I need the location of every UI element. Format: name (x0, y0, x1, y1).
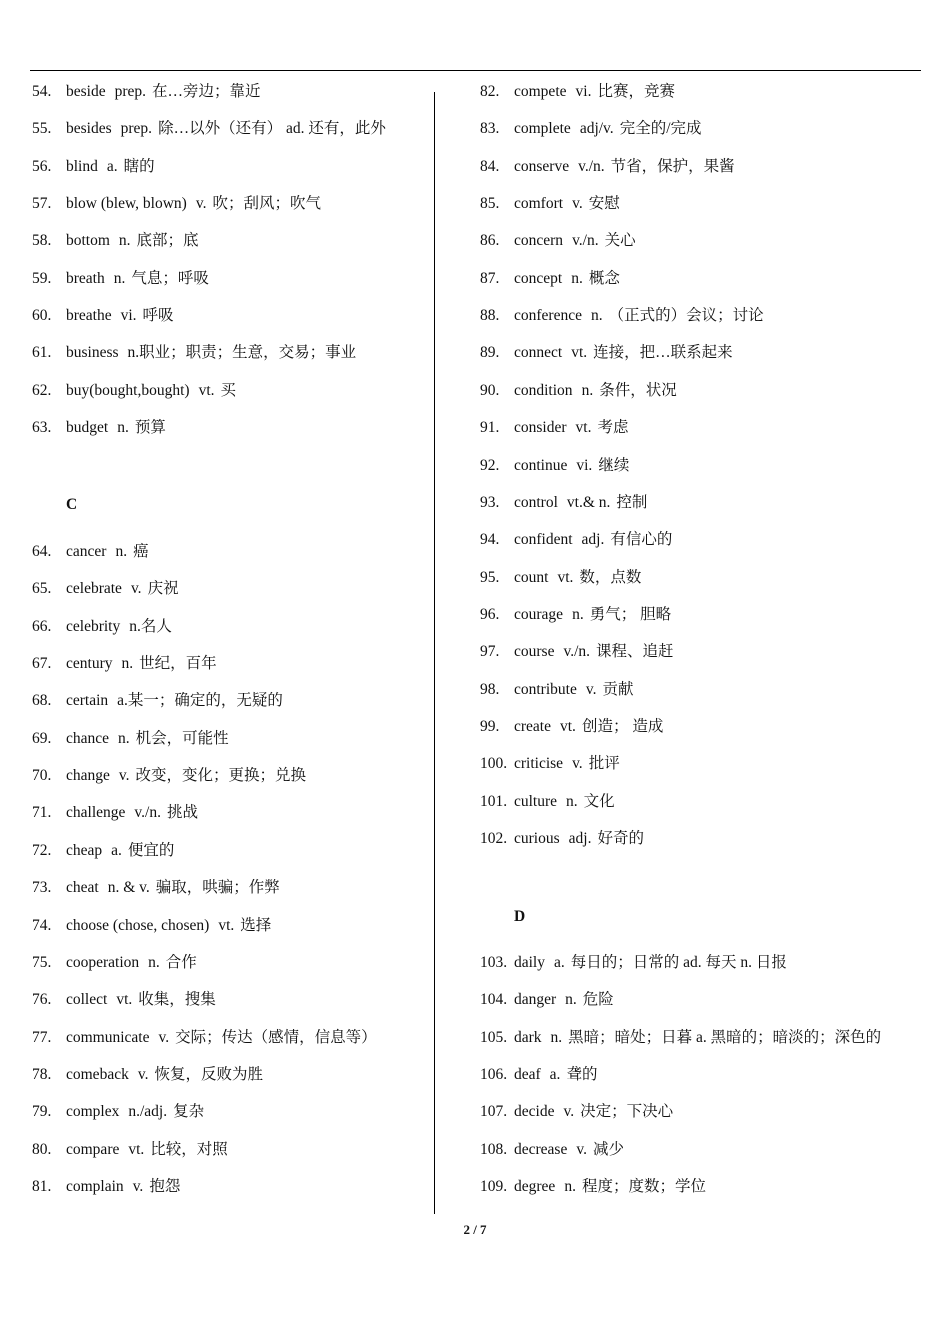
entry-word: consider (514, 419, 567, 437)
vocab-entry (480, 1100, 673, 1124)
entry-number: 72. (32, 841, 52, 859)
entry-number: 102. (480, 830, 508, 847)
entry-pos: v./n. (572, 232, 599, 250)
entry-word: besides (66, 120, 112, 138)
entry-pos: n. (590, 307, 603, 325)
entry-meaning: 批评 (588, 755, 620, 773)
entry-number: 61. (32, 344, 52, 362)
entry-word: course (514, 643, 555, 661)
entry-pos: vt.& n. (566, 493, 611, 511)
entry-pos: n. (113, 269, 126, 287)
entry-meaning: 便宜的 (127, 841, 175, 859)
entry-number: 71. (32, 804, 52, 822)
entry-pos: v. (118, 767, 130, 785)
entry-word: change (66, 767, 110, 785)
entry-meaning: （正式的）会议；讨论 (608, 307, 764, 325)
entry-pos: v./n. (563, 643, 591, 661)
entry-meaning: 连接，把…联系起来 (593, 344, 733, 362)
entry-pos: a. (549, 1066, 561, 1084)
vocab-entry (480, 827, 644, 851)
entry-pos: vt. (198, 381, 215, 399)
entry-word: count (514, 568, 549, 586)
entry-meaning: 庆祝 (147, 580, 179, 598)
entry-pos: v. (130, 580, 142, 598)
entry-meaning: 完全的/完成 (619, 120, 702, 138)
entry-number: 76. (32, 991, 52, 1009)
vocab-entry (32, 689, 289, 713)
vocab-entry (480, 304, 764, 328)
entry-pos: n./adj. (128, 1103, 168, 1121)
entry-pos: n. (148, 953, 160, 971)
entry-word: culture (514, 792, 558, 810)
entry-word: degree (514, 1178, 556, 1196)
vocab-entry (32, 876, 280, 900)
vocab-entry (32, 914, 271, 938)
page-number: 2 / 7 (463, 1222, 487, 1237)
entry-word: cheat (66, 879, 99, 897)
vocab-entry (480, 491, 647, 515)
entry-number: 97. (480, 643, 500, 661)
vocab-entry (32, 267, 209, 291)
entry-number: 89. (480, 344, 500, 362)
entry-number: 103. (480, 954, 508, 971)
entry-pos: prep. (114, 83, 147, 100)
entry-word: daily (514, 954, 545, 971)
entry-number: 67. (32, 655, 52, 673)
entry-pos: v./n. (134, 804, 161, 822)
entry-pos: v. (576, 1140, 587, 1158)
entry-word: decrease (514, 1140, 568, 1158)
entry-pos: adj. (581, 531, 605, 549)
entry-number: 66. (32, 617, 52, 635)
entry-meaning: 有信心的 (610, 531, 673, 549)
entry-word: business (66, 344, 119, 362)
entry-number: 88. (480, 307, 500, 325)
entry-word: confident (514, 531, 573, 549)
vocab-entry (32, 1175, 180, 1199)
entry-meaning: 底部；底 (136, 232, 199, 250)
entry-pos: vt. (128, 1140, 145, 1158)
entry-number: 58. (32, 232, 52, 250)
entry-number: 59. (32, 269, 52, 287)
entry-word: cheap (66, 841, 103, 859)
vocab-entry (32, 155, 155, 179)
entry-pos: n.名人 (129, 617, 172, 635)
entry-number: 84. (480, 157, 500, 175)
entry-pos: v. (132, 1177, 144, 1195)
entry-number: 94. (480, 531, 500, 549)
entry-number: 75. (32, 953, 52, 971)
entry-word: control (514, 493, 558, 511)
entry-pos: n. (581, 381, 594, 399)
entry-pos: vi. (120, 307, 137, 325)
vocab-entry (32, 1138, 228, 1162)
vocab-entry (480, 790, 615, 814)
entry-pos: n. (565, 991, 577, 1009)
entry-word: compete (514, 83, 567, 100)
vocab-entry (480, 566, 641, 590)
entry-number: 105. (480, 1028, 508, 1046)
entry-word: curious (514, 830, 560, 847)
entry-word: dark (514, 1028, 542, 1046)
entry-word: contribute (514, 680, 577, 698)
entry-pos: vt. (218, 916, 235, 934)
entry-number: 81. (32, 1177, 52, 1195)
vocab-entry (480, 640, 674, 664)
entry-word: conserve (514, 157, 570, 175)
vocab-entry (32, 229, 199, 253)
entry-meaning: 贡献 (602, 680, 634, 698)
entry-number: 73. (32, 879, 52, 897)
entry-meaning: 考虑 (597, 419, 629, 437)
entry-number: 62. (32, 381, 52, 399)
entry-meaning: 比赛，竞赛 (597, 83, 675, 100)
vocab-entry (32, 764, 306, 788)
entry-word: complain (66, 1177, 124, 1195)
entry-word: concept (514, 269, 563, 287)
entry-meaning: 节省，保护，果酱 (610, 157, 735, 175)
vocab-entry (32, 988, 216, 1012)
entry-word: budget (66, 419, 109, 437)
vocab-entry (480, 528, 672, 552)
entry-number: 106. (480, 1066, 508, 1084)
entry-pos: v. (563, 1103, 575, 1121)
entry-pos: n. (571, 269, 583, 287)
entry-pos: n. & v. (107, 879, 150, 897)
vocab-entry (32, 379, 236, 403)
entry-word: decide (514, 1103, 555, 1121)
entry-meaning: 世纪，百年 (139, 655, 217, 673)
entry-word: conference (514, 307, 582, 325)
vocab-entry (32, 839, 174, 863)
entry-meaning: 在…旁边；靠近 (152, 83, 261, 100)
entry-word: danger (514, 991, 557, 1009)
entry-meaning: 气息；呼吸 (131, 269, 209, 287)
entry-meaning: 每日的；日常的 ad. 每天 n. 日报 (570, 954, 787, 971)
entry-word: collect (66, 991, 108, 1009)
vocab-entry (32, 80, 261, 104)
entry-pos: v. (137, 1065, 149, 1083)
entry-number: 64. (32, 543, 52, 560)
vocab-entry (32, 416, 166, 440)
entry-meaning: 减少 (592, 1140, 624, 1158)
vocab-entry (32, 1100, 204, 1124)
entry-pos: n. (118, 729, 130, 747)
entry-word: breathe (66, 307, 112, 325)
entry-number: 87. (480, 269, 500, 287)
entry-meaning: 继续 (598, 456, 630, 474)
entry-meaning: 好奇的 (597, 830, 644, 847)
entry-pos: a.某一；确定的，无疑的 (117, 692, 283, 710)
vocab-entry (480, 117, 702, 141)
entry-meaning: 比较，对照 (150, 1140, 228, 1158)
entry-meaning: 瞎的 (123, 157, 155, 175)
entry-number: 86. (480, 232, 500, 250)
entry-meaning: 呼吸 (142, 307, 174, 325)
entry-meaning: 条件，状况 (599, 381, 677, 399)
entry-word: communicate (66, 1028, 150, 1046)
entry-pos: n.职业；职责；生意，交易；事业 (127, 344, 357, 362)
entry-word: bottom (66, 232, 110, 250)
vocab-entry (32, 801, 198, 825)
entry-meaning: 程度；度数；学位 (581, 1178, 706, 1196)
vocab-entry (480, 678, 633, 702)
vocab-entry (480, 951, 787, 975)
entry-number: 100. (480, 755, 508, 773)
entry-word: celebrity (66, 617, 121, 635)
entry-pos: vt. (575, 419, 592, 437)
entry-pos: n. (550, 1028, 563, 1046)
entry-word: connect (514, 344, 563, 362)
entry-word: cooperation (66, 953, 140, 971)
vocab-entry (32, 304, 174, 328)
entry-number: 56. (32, 157, 52, 175)
top-rule (30, 70, 921, 71)
entry-number: 93. (480, 493, 500, 511)
entry-word: cancer (66, 543, 107, 560)
vocab-entry (480, 341, 733, 365)
entry-meaning: 黑暗；暗处；日暮 a. 黑暗的；暗淡的；深色的 (568, 1028, 882, 1046)
entry-word: blind (66, 157, 98, 175)
entry-meaning: 聋的 (566, 1066, 598, 1084)
section-letter: D (514, 908, 526, 925)
entry-pos: v. (158, 1028, 170, 1046)
entry-pos: adj. (568, 830, 592, 847)
entry-number: 60. (32, 307, 52, 325)
vocab-entry (32, 615, 178, 639)
entry-word: compare (66, 1140, 120, 1158)
entry-number: 96. (480, 605, 500, 623)
entry-number: 77. (32, 1028, 52, 1046)
entry-word: complex (66, 1103, 120, 1121)
vocab-entry (32, 951, 197, 975)
vocab-entry (480, 603, 671, 627)
vocab-entry (480, 379, 677, 403)
vocab-entry (480, 1026, 881, 1050)
entry-meaning: 控制 (616, 493, 648, 511)
entry-number: 74. (32, 916, 52, 934)
entry-meaning: 概念 (588, 269, 620, 287)
entry-number: 109. (480, 1178, 508, 1196)
entry-word: challenge (66, 804, 126, 822)
entry-number: 104. (480, 991, 508, 1009)
vocab-entry (480, 1175, 706, 1199)
entry-number: 99. (480, 717, 500, 735)
entry-meaning: 合作 (165, 953, 197, 971)
entry-pos: n. (572, 605, 584, 623)
entry-word: celebrate (66, 580, 122, 598)
entry-meaning: 预算 (134, 419, 166, 437)
vocab-entry (32, 577, 179, 601)
entry-meaning: 选择 (240, 916, 272, 934)
entry-pos: vt. (557, 568, 574, 586)
entry-number: 65. (32, 580, 52, 598)
entry-pos: vt. (560, 717, 576, 735)
entry-meaning: 骗取，哄骗；作弊 (155, 879, 280, 897)
entry-pos: prep. (120, 120, 153, 138)
entry-meaning: 买 (220, 381, 237, 399)
vocab-entry (480, 229, 636, 253)
entry-word: courage (514, 605, 564, 623)
entry-number: 79. (32, 1103, 52, 1121)
entry-pos: vi. (576, 456, 593, 474)
entry-pos: vi. (575, 83, 592, 100)
entry-word: blow (blew, blown) (66, 195, 187, 213)
entry-word: chance (66, 729, 110, 747)
entry-pos: vt. (571, 344, 588, 362)
entry-word: concern (514, 232, 564, 250)
entry-pos: v. (195, 195, 207, 213)
vocab-entry (32, 1026, 377, 1050)
vocab-entry (480, 1138, 624, 1162)
entry-number: 54. (32, 83, 52, 100)
entry-meaning: 收集，搜集 (138, 991, 216, 1009)
entry-number: 101. (480, 792, 508, 810)
vocab-entry (480, 416, 628, 440)
entry-word: deaf (514, 1066, 541, 1084)
entry-word: choose (chose, chosen) (66, 916, 210, 934)
entry-pos: a. (554, 954, 565, 971)
entry-meaning: 课程、追赶 (596, 643, 674, 661)
entry-meaning: 抱怨 (149, 1177, 181, 1195)
entry-word: breath (66, 269, 105, 287)
entry-meaning: 除…以外（还有） ad. 还有，此外 (158, 120, 386, 138)
entry-word: century (66, 655, 113, 673)
vocab-entry (32, 727, 229, 751)
vocab-entry (32, 117, 386, 141)
entry-meaning: 恢复，反败为胜 (154, 1065, 263, 1083)
entry-pos: n. (118, 232, 131, 250)
entry-pos: adj/v. (579, 120, 614, 138)
entry-word: beside (66, 83, 106, 100)
entry-number: 85. (480, 195, 500, 213)
entry-meaning: 决定；下决心 (580, 1103, 674, 1121)
entry-meaning: 挑战 (166, 804, 198, 822)
entry-meaning: 危险 (582, 991, 614, 1009)
entry-meaning: 吹；刮风；吹气 (212, 195, 321, 213)
vocab-entry (480, 454, 629, 478)
entry-meaning: 关心 (604, 232, 636, 250)
entry-number: 83. (480, 120, 500, 138)
entry-pos: n. (566, 792, 578, 810)
entry-pos: v./n. (578, 157, 605, 175)
entry-pos: vt. (116, 991, 133, 1009)
vocab-entry (480, 80, 675, 104)
vocab-entry (32, 192, 321, 216)
entry-word: condition (514, 381, 573, 399)
entry-word: create (514, 717, 551, 735)
entry-pos: a. (111, 841, 122, 859)
entry-number: 57. (32, 195, 52, 213)
entry-number: 70. (32, 767, 52, 785)
entry-number: 91. (480, 419, 500, 437)
entry-meaning: 交际；传达（感情，信息等） (175, 1028, 377, 1046)
entry-meaning: 文化 (583, 792, 615, 810)
entry-number: 80. (32, 1140, 52, 1158)
vocab-entry (480, 752, 620, 776)
entry-word: buy(bought,bought) (66, 381, 190, 399)
vocab-entry (32, 1063, 263, 1087)
entry-number: 55. (32, 120, 52, 138)
entry-number: 95. (480, 568, 500, 586)
vocab-entry (32, 652, 217, 676)
entry-pos: v. (572, 755, 583, 773)
entry-meaning: 复杂 (173, 1103, 205, 1121)
entry-word: comeback (66, 1065, 129, 1083)
entry-pos: n. (121, 655, 134, 673)
entry-pos: v. (585, 680, 597, 698)
entry-pos: v. (572, 195, 583, 213)
vocab-entry (480, 192, 620, 216)
entry-number: 78. (32, 1065, 52, 1083)
entry-number: 98. (480, 680, 500, 698)
entry-meaning: 安慰 (588, 195, 620, 213)
vocab-entry (32, 341, 362, 365)
entry-meaning: 机会，可能性 (135, 729, 229, 747)
entry-pos: a. (106, 157, 118, 175)
column-divider (434, 92, 435, 1214)
vocab-entry (480, 1063, 597, 1087)
vocab-entry (480, 988, 614, 1012)
entry-pos: n. (115, 543, 128, 560)
vocab-entry (480, 267, 620, 291)
entry-meaning: 改变，变化；更换；兑换 (135, 767, 307, 785)
entry-word: criticise (514, 755, 564, 773)
entry-pos: n. (564, 1178, 576, 1196)
entry-meaning: 创造； 造成 (581, 717, 664, 735)
entry-word: certain (66, 692, 109, 710)
entry-pos: n. (117, 419, 129, 437)
entry-meaning: 勇气； 胆略 (589, 605, 672, 623)
entry-number: 69. (32, 729, 52, 747)
vocab-entry (480, 155, 735, 179)
vocab-entry (32, 540, 149, 564)
entry-word: continue (514, 456, 568, 474)
vocab-entry (480, 715, 663, 739)
entry-number: 108. (480, 1140, 508, 1158)
entry-number: 63. (32, 419, 52, 437)
entry-number: 68. (32, 692, 52, 710)
entry-number: 90. (480, 381, 500, 399)
entry-number: 92. (480, 456, 500, 474)
entry-word: comfort (514, 195, 564, 213)
entry-meaning: 数，点数 (579, 568, 642, 586)
entry-number: 82. (480, 83, 500, 100)
entry-word: complete (514, 120, 571, 138)
entry-meaning: 癌 (133, 543, 149, 560)
section-letter: C (66, 496, 78, 513)
entry-number: 107. (480, 1103, 508, 1121)
